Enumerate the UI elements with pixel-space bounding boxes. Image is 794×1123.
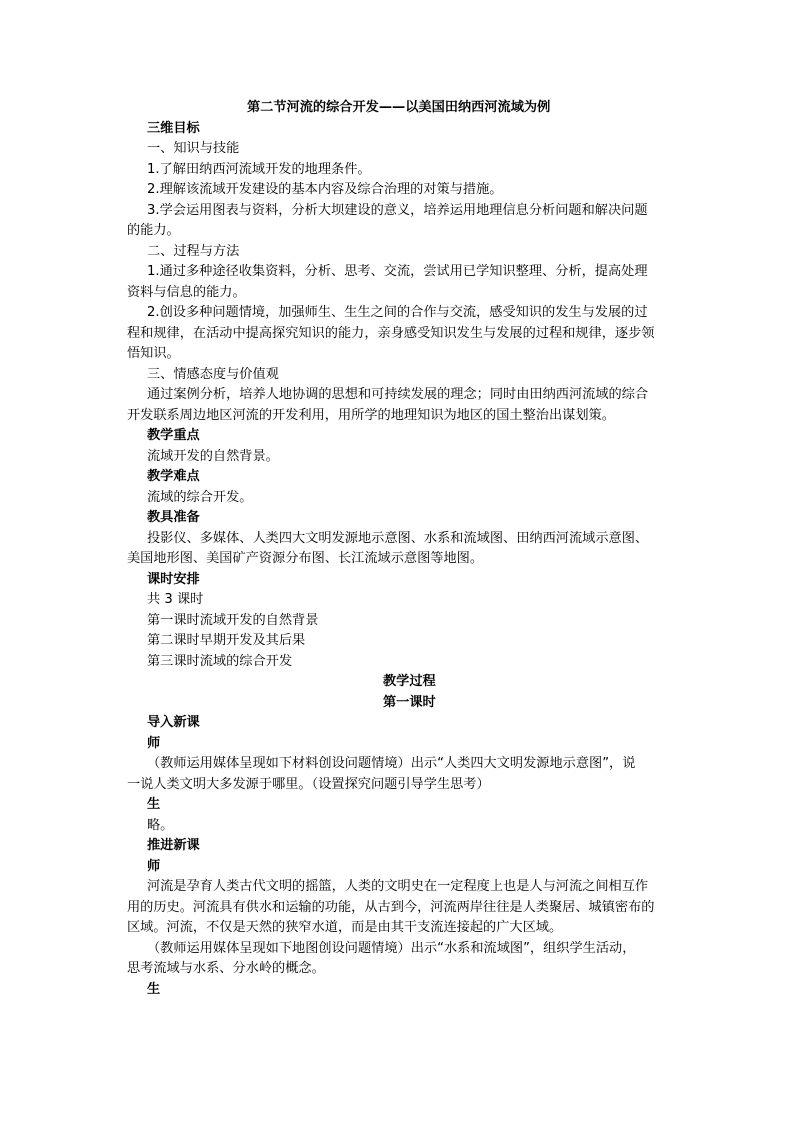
teacher-label-2: 师 bbox=[147, 858, 161, 874]
process-title: 教学过程 bbox=[383, 674, 436, 689]
attitude-heading: 三、情感态度与价值观 bbox=[147, 366, 279, 382]
advance-line-1: 河流是孕育人类古代文明的摇篮，人类的文明史在一定程度上也是人与河流之间相互作 bbox=[147, 879, 649, 894]
process-item-1: 1.通过多种途径收集资料，分析、思考、交流，尝试用已学知识整理、分析，提高处理 bbox=[147, 264, 648, 279]
knowledge-heading: 一、知识与技能 bbox=[147, 141, 240, 156]
process-item-2: 2.创设多种问题情境，加强师生、生生之间的合作与交流，感受知识的发生与发展的过 bbox=[147, 305, 648, 320]
advance-line-5: 思考流域与水系、分水岭的概念。 bbox=[127, 961, 325, 976]
advance-line-4: （教师运用媒体呈现如下地图创设问题情境）出示“水系和流域图”，组织学生活动， bbox=[147, 940, 636, 956]
knowledge-item-1: 1.了解田纳西河流域开发的地理条件。 bbox=[147, 161, 371, 177]
intro-line-1: （教师运用媒体呈现如下材料创设问题情境）出示“人类四大文明发源地示意图”，说 bbox=[147, 756, 636, 771]
document-title: 第二节河流的综合开发——以美国田纳西河流域为例 bbox=[247, 100, 551, 115]
knowledge-item-3-cont: 的能力。 bbox=[127, 223, 180, 238]
lesson1-title: 第一课时 bbox=[383, 694, 436, 710]
intro-line-2: 一说人类文明大多发源于哪里。（设置探究问题引导学生思考） bbox=[127, 776, 490, 792]
key-heading: 教学重点 bbox=[147, 428, 200, 443]
difficult-text: 流域的综合开发。 bbox=[147, 489, 253, 505]
key-text: 流域开发的自然背景。 bbox=[147, 448, 279, 464]
tools-heading: 教具准备 bbox=[147, 510, 200, 525]
teacher-label: 师 bbox=[147, 735, 161, 751]
schedule-line-2: 第一课时流域开发的自然背景 bbox=[147, 612, 319, 628]
advance-line-2: 用的历史。河流具有供水和运输的功能，从古到今，河流两岸往往是人类聚居、城镇密布的 bbox=[127, 899, 655, 915]
attitude-line-1: 通过案例分析，培养人地协调的思想和可持续发展的理念；同时由田纳西河流域的综合 bbox=[147, 387, 649, 402]
student-label-2: 生 bbox=[147, 981, 161, 997]
knowledge-item-2: 2.理解该流域开发建设的基本内容及综合治理的对策与措施。 bbox=[147, 182, 503, 197]
knowledge-item-3: 3.学会运用图表与资料，分析大坝建设的意义，培养运用地理信息分析问题和解决问题 bbox=[147, 202, 648, 218]
process-heading: 二、过程与方法 bbox=[147, 243, 240, 259]
schedule-line-3: 第二课时早期开发及其后果 bbox=[147, 633, 306, 648]
intro-heading: 导入新课 bbox=[147, 715, 200, 730]
process-item-1-cont: 资料与信息的能力。 bbox=[127, 284, 246, 300]
schedule-line-1: 共 3 课时 bbox=[147, 592, 204, 607]
attitude-line-2: 开发联系周边地区河流的开发利用，用所学的地理知识为地区的国土整治出谋划策。 bbox=[127, 407, 615, 423]
tools-line-1: 投影仪、多媒体、人类四大文明发源地示意图、水系和流域图、田纳西河流域示意图、 bbox=[147, 530, 649, 546]
schedule-heading: 课时安排 bbox=[147, 571, 200, 587]
difficult-heading: 教学难点 bbox=[147, 469, 200, 484]
process-item-2-cont2: 悟知识。 bbox=[127, 346, 180, 361]
advance-heading: 推进新课 bbox=[147, 838, 200, 853]
goals-heading: 三维目标 bbox=[147, 120, 200, 136]
advance-line-3: 区域。河流，不仅是天然的狭窄水道，而是由其干支流连接起的广大区域。 bbox=[127, 920, 563, 935]
student-text: 略。 bbox=[147, 817, 174, 833]
process-item-2-cont: 程和规律，在活动中提高探究知识的能力，亲身感受知识发生与发展的过程和规律，逐步领 bbox=[127, 325, 655, 341]
schedule-line-4: 第三课时流域的综合开发 bbox=[147, 653, 293, 669]
tools-line-2: 美国地形图、美国矿产资源分布图、长江流域示意图等地图。 bbox=[127, 551, 484, 566]
student-label: 生 bbox=[147, 797, 161, 812]
document-page bbox=[127, 98, 675, 1000]
